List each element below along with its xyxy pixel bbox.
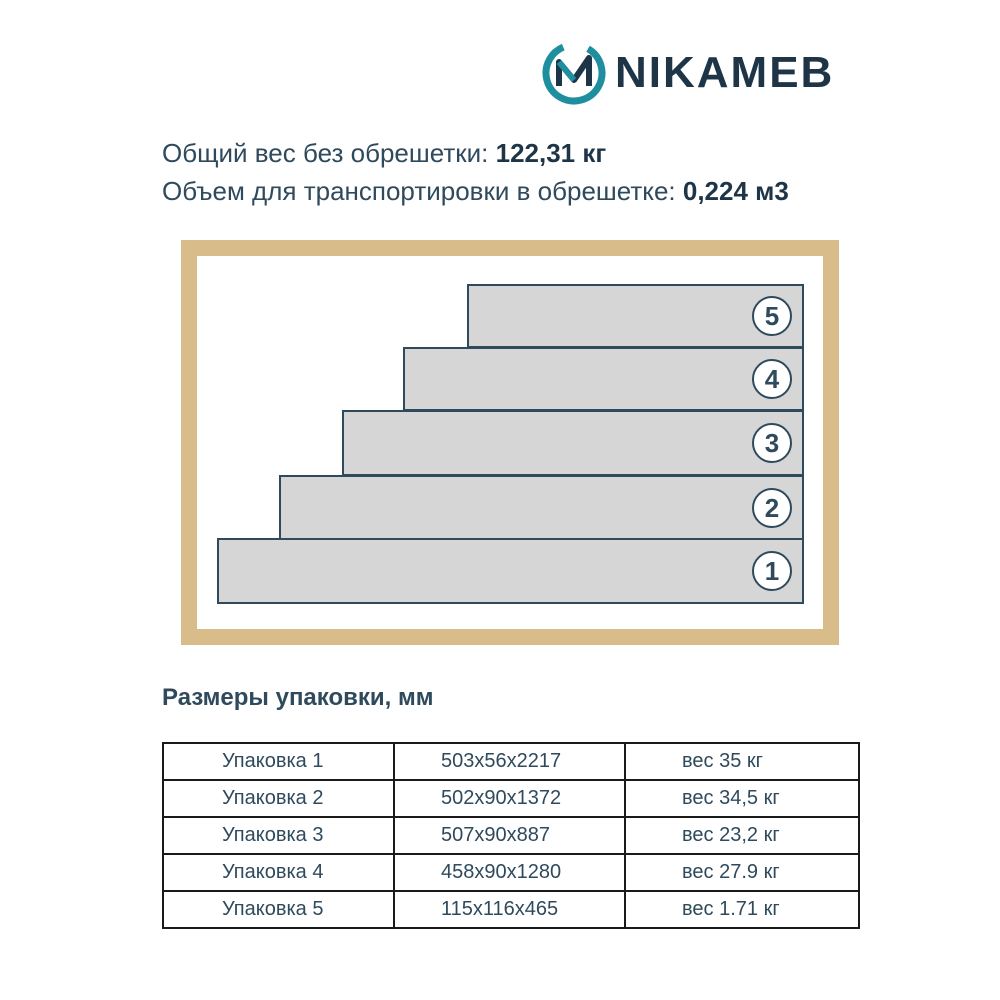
package-weight: вес 1.71 кг <box>625 891 859 928</box>
package-weight: вес 23,2 кг <box>625 817 859 854</box>
package-dimensions: 507x90x887 <box>394 817 625 854</box>
package-number-badge: 1 <box>752 551 792 591</box>
package-number-badge: 5 <box>752 296 792 336</box>
package-name: Упаковка 4 <box>163 854 394 891</box>
package-name: Упаковка 3 <box>163 817 394 854</box>
table-row <box>163 854 859 891</box>
crate-diagram <box>181 240 839 645</box>
package-dimensions: 502x90x1372 <box>394 780 625 817</box>
weight-line <box>162 134 789 172</box>
volume-label: Объем для транспортировки в обрешетке: <box>162 176 676 206</box>
table-row <box>163 891 859 928</box>
package-1 <box>217 538 804 604</box>
weight-label: Общий вес без обрешетки: <box>162 138 489 168</box>
table-title: Размеры упаковки, мм <box>162 684 434 711</box>
package-number-badge: 4 <box>752 359 792 399</box>
brand-name: NIKAMEB <box>615 48 835 97</box>
volume-value: 0,224 м3 <box>682 176 789 206</box>
nikameb-logo-icon <box>541 40 607 106</box>
weight-value: 122,31 кг <box>495 138 607 168</box>
package-name: Упаковка 1 <box>163 743 394 780</box>
package-sizes-table <box>162 742 860 929</box>
package-name: Упаковка 5 <box>163 891 394 928</box>
package-dimensions: 503x56x2217 <box>394 743 625 780</box>
package-2 <box>279 475 804 540</box>
brand-logo <box>541 40 834 106</box>
package-number-badge: 3 <box>752 423 792 463</box>
volume-line <box>162 172 789 210</box>
table-row <box>163 743 859 780</box>
package-4 <box>403 347 804 411</box>
package-weight: вес 35 кг <box>625 743 859 780</box>
package-weight: вес 27.9 кг <box>625 854 859 891</box>
table-row <box>163 817 859 854</box>
package-dimensions: 458x90x1280 <box>394 854 625 891</box>
table-row <box>163 780 859 817</box>
summary <box>162 134 789 210</box>
package-weight: вес 34,5 кг <box>625 780 859 817</box>
package-3 <box>342 410 804 476</box>
package-number-badge: 2 <box>752 488 792 528</box>
package-name: Упаковка 2 <box>163 780 394 817</box>
package-dimensions: 115x116x465 <box>394 891 625 928</box>
package-5 <box>467 284 804 348</box>
